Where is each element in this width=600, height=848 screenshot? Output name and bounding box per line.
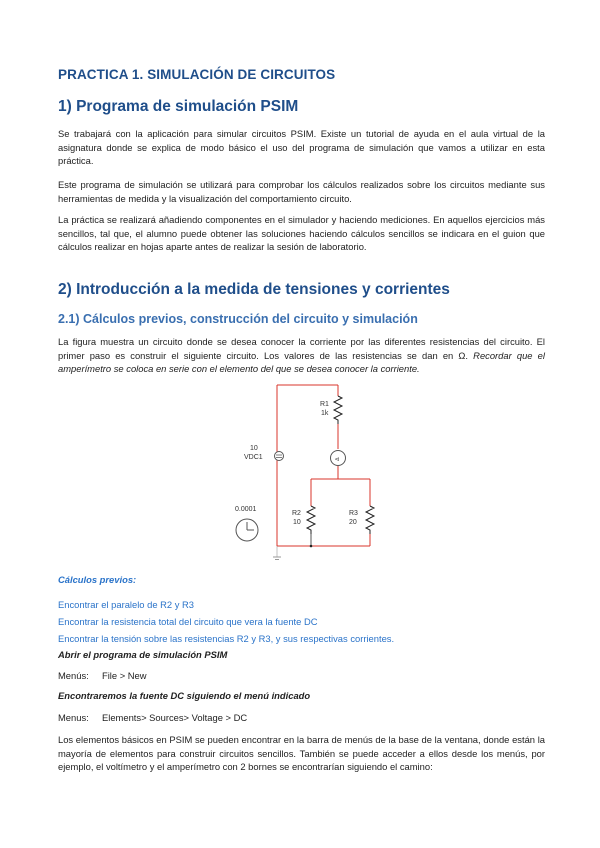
r1-name-label: R1 bbox=[320, 401, 329, 408]
fuente-menu-path: Elements> Sources> Voltage > DC bbox=[102, 712, 248, 723]
r2-name-label: R2 bbox=[292, 510, 301, 517]
abrir-menu-path: File > New bbox=[102, 670, 147, 681]
r3-value-label: 20 bbox=[349, 519, 357, 526]
section-1-paragraph-2: Este programa de simulación se utilizará para comprobar los cálculos realizados sobre los circuitos mediante sus herramientas de medida y la visualización del comportamiento circuito. bbox=[58, 179, 545, 204]
source-value-label: 10 bbox=[250, 445, 258, 452]
circuit-diagram bbox=[220, 382, 390, 564]
r2-value-label: 10 bbox=[293, 519, 301, 526]
final-paragraph: Los elementos básicos en PSIM se pueden encontrar en la barra de menús de la base de la ventana, donde están la mayoría de elementos para construir circuitos sencillos. También se puede acceder a ellos desde los menús, por ejemplo, el voltímetro y el amperímetro con 2 bornes se encontrarían siguiendo el camino: bbox=[58, 734, 545, 773]
abrir-heading: Abrir el programa de simulación PSIM bbox=[58, 649, 228, 660]
source-name-label: VDC1 bbox=[244, 454, 263, 461]
fuente-menu-label: Menus: bbox=[58, 712, 89, 723]
abrir-menu-line bbox=[58, 670, 147, 681]
junction-node-1 bbox=[310, 545, 313, 548]
resistor-r1-symbol bbox=[334, 396, 342, 424]
calculos-item-1: Encontrar el paralelo de R2 y R3 bbox=[58, 599, 195, 610]
section-1-heading: 1) Programa de simulación PSIM bbox=[58, 98, 299, 115]
section-2-paragraph-italic: Recordar que el amperímetro se coloca en serie con el elemento del que se desea conocer la corriente. bbox=[58, 349, 545, 375]
abrir-menu-label: Menús: bbox=[58, 670, 89, 681]
section-2-1-heading: 2.1) Cálculos previos, construcción del circuito y simulación bbox=[58, 312, 418, 326]
r1-value-label: 1k bbox=[321, 410, 329, 417]
r3-name-label: R3 bbox=[349, 510, 358, 517]
calculos-item-2: Encontrar la resistencia total del circuito que vera la fuente DC bbox=[58, 616, 318, 627]
ground-symbol bbox=[273, 557, 281, 560]
fuente-heading: Encontraremos la fuente DC siguiendo el menú indicado bbox=[58, 690, 311, 701]
dc-source-symbol bbox=[275, 452, 284, 461]
page-title: PRACTICA 1. SIMULACIÓN DE CIRCUITOS bbox=[58, 67, 336, 82]
section-2-paragraph bbox=[58, 335, 545, 376]
meter-value-label: 0.0001 bbox=[235, 506, 257, 513]
section-2-paragraph-text: La figura muestra un circuito donde se desea conocer la corriente por las diferentes resistencias del circuito. El primer paso es construir el siguiente circuito. Los valores de las resistencias se dan en Ω. bbox=[58, 336, 545, 361]
calculos-list bbox=[58, 596, 394, 647]
section-1-paragraph-3: La práctica se realizará añadiendo componentes en el simulador y haciendo mediciones. En aquellos ejercicios más sencillos, tal que, el alumno puede obtener las soluciones haciendo cálculos sencillos se indicara en el guion que cálculos realizar en hojas aparte antes de realizar la sesión de laboratorio. bbox=[58, 214, 545, 253]
calculos-heading: Cálculos previos: bbox=[58, 574, 137, 585]
resistor-r3-symbol bbox=[366, 506, 374, 534]
fuente-menu-line bbox=[58, 712, 247, 723]
section-2-heading: 2) Introducción a la medida de tensiones y corrientes bbox=[58, 281, 450, 298]
calculos-item-3: Encontrar la tensión sobre las resistencias R2 y R3, y sus respectivas corrientes. bbox=[58, 633, 395, 644]
ammeter-glyph: ⊲ bbox=[334, 457, 340, 463]
resistor-r2-symbol bbox=[307, 506, 315, 534]
section-1-paragraph-1: Se trabajará con la aplicación para simular circuitos PSIM. Existe un tutorial de ayuda en el aula virtual de la asignatura donde se explica de modo básico el uso del programa de simulación que vamos a utilizar en esta práctica. bbox=[58, 128, 545, 167]
